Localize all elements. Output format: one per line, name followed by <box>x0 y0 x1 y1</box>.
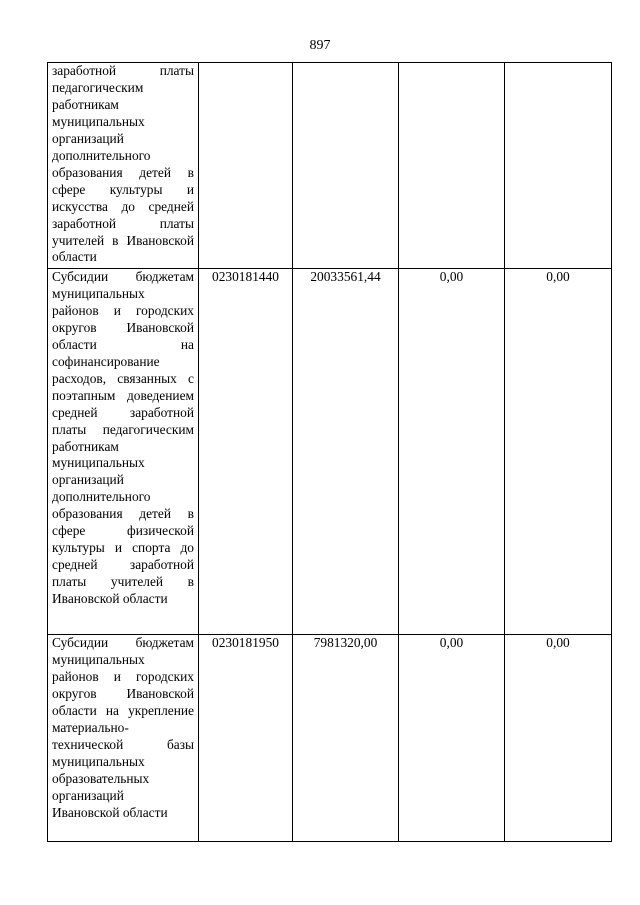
row-name-cell <box>48 269 199 635</box>
row-amount-cell: 7981320,00 <box>293 635 399 842</box>
row-amount-cell <box>293 63 399 269</box>
row-name: заработной платы педагогическим работникам муниципальных организаций дополнительного образования детей в сфере культуры и искусства до средней заработной платы учителей в Ивановской области <box>52 63 194 265</box>
row-name-cell <box>48 635 199 842</box>
row-name: Субсидии бюджетам муниципальных районов и городских округов Ивановской области на софинансирование расходов, связанных с поэтапным доведением средней заработной платы педагогическим работникам муниципальных организаций дополнительного образования детей в сфере физической культуры и спорта до средней заработной платы учителей в Ивановской области <box>52 269 194 607</box>
row-amount-cell: 0,00 <box>505 635 612 842</box>
budget-table <box>47 62 612 842</box>
page-number: 897 <box>309 38 331 53</box>
row-amount-cell <box>505 63 612 269</box>
row-amount-cell <box>399 63 505 269</box>
row-amount-cell: 0,00 <box>505 269 612 635</box>
row-name-cell <box>48 63 199 269</box>
row-amount-cell: 20033561,44 <box>293 269 399 635</box>
row-code-cell: 0230181950 <box>199 635 293 842</box>
row-code-cell <box>199 63 293 269</box>
row-code-cell: 0230181440 <box>199 269 293 635</box>
row-amount-cell: 0,00 <box>399 635 505 842</box>
row-amount-cell: 0,00 <box>399 269 505 635</box>
table-row <box>48 635 612 842</box>
row-name: Субсидии бюджетам муниципальных районов и городских округов Ивановской области на укрепление материально-технической базы муниципальных образовательных организаций Ивановской области <box>52 635 194 820</box>
table-row <box>48 63 612 269</box>
table-row <box>48 269 612 635</box>
